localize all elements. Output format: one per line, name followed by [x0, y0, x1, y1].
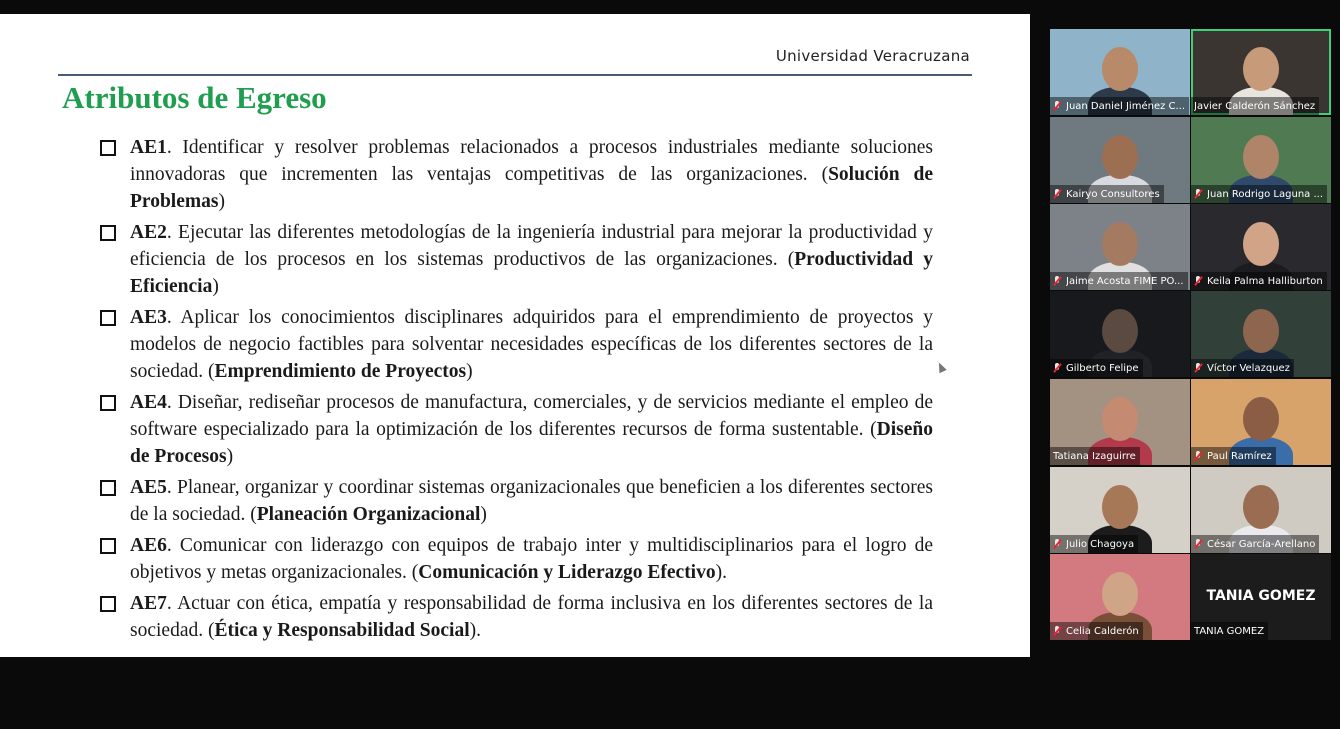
- participant-video-head: [1243, 47, 1279, 91]
- participant-name-label: [1050, 272, 1188, 290]
- attribute-end: ): [218, 191, 225, 212]
- muted-mic-icon: [1194, 451, 1202, 461]
- mouse-cursor-icon: [935, 361, 946, 373]
- participant-video-head: [1102, 485, 1138, 529]
- participant-video-head: [1102, 135, 1138, 179]
- participant-video-head: [1102, 572, 1138, 616]
- participant-name-label: [1191, 185, 1327, 203]
- attribute-item: [98, 532, 933, 586]
- attribute-end: ): [212, 276, 219, 297]
- attribute-category: Ética y Responsabilidad Social: [214, 620, 470, 641]
- attribute-code: AE6: [130, 535, 167, 556]
- participant-name-label: [1191, 622, 1268, 640]
- participant-video-head: [1243, 485, 1279, 529]
- attribute-end: ): [466, 361, 473, 382]
- participant-name: Kairyo Consultores: [1066, 188, 1160, 200]
- attribute-code: AE1: [130, 137, 167, 158]
- participant-name-label: [1050, 97, 1189, 115]
- attribute-item: [98, 304, 933, 385]
- attribute-item: [98, 389, 933, 470]
- participant-name: Paul Ramírez: [1207, 450, 1272, 462]
- muted-mic-icon: [1194, 276, 1202, 286]
- participant-name: Gilberto Felipe: [1066, 362, 1139, 374]
- attribute-list: [98, 134, 933, 648]
- muted-mic-icon: [1194, 363, 1202, 373]
- muted-mic-icon: [1053, 189, 1061, 199]
- participant-name: Jaime Acosta FIME PO...: [1066, 275, 1184, 287]
- attribute-code: AE2: [130, 222, 167, 243]
- attribute-end: ).: [469, 620, 482, 641]
- muted-mic-icon: [1194, 189, 1202, 199]
- muted-mic-icon: [1194, 539, 1202, 549]
- participant-name: Julio Chagoya: [1066, 538, 1135, 550]
- checkbox-bullet-icon: [100, 480, 116, 496]
- attribute-item: [98, 219, 933, 300]
- attribute-code: AE5: [130, 477, 167, 498]
- participant-name-label: [1050, 447, 1140, 465]
- participant-name-label: [1191, 535, 1319, 553]
- participant-tile[interactable]: [1050, 291, 1190, 377]
- attribute-end: ): [226, 446, 234, 467]
- attribute-end: ).: [715, 562, 727, 583]
- attribute-item: [98, 474, 933, 528]
- participant-tile[interactable]: [1191, 117, 1331, 203]
- participant-gallery: [1050, 29, 1333, 643]
- participant-tile[interactable]: [1050, 467, 1190, 553]
- participant-name: Celia Calderón: [1066, 625, 1139, 637]
- participant-tile[interactable]: [1191, 291, 1331, 377]
- attribute-text: . Actuar con ética, empatía y responsabilidad de forma inclusiva en los diferentes sectores de la sociedad. (: [130, 593, 933, 641]
- participant-tile[interactable]: [1191, 204, 1331, 290]
- attribute-code: AE4: [130, 392, 167, 413]
- attribute-code: AE3: [130, 307, 167, 328]
- participant-video-head: [1102, 309, 1138, 353]
- attribute-code: AE7: [130, 593, 167, 614]
- attribute-text: . Diseñar, rediseñar procesos de manufactura, comerciales, y de servicios mediante el empleo de software especializado para la optimización de los diferentes recursos de forma sustentable. (: [130, 392, 933, 440]
- participant-video-head: [1243, 135, 1279, 179]
- slide-title: Atributos de Egreso: [62, 80, 327, 115]
- attribute-category: Comunicación y Liderazgo Efectivo: [418, 562, 716, 583]
- participant-name: Juan Daniel Jiménez C...: [1066, 100, 1186, 112]
- muted-mic-icon: [1053, 363, 1061, 373]
- participant-tile[interactable]: [1050, 204, 1190, 290]
- participant-video-head: [1102, 222, 1138, 266]
- checkbox-bullet-icon: [100, 596, 116, 612]
- checkbox-bullet-icon: [100, 225, 116, 241]
- participant-name: César García-Arellano: [1207, 538, 1316, 550]
- participant-name: TANIA GOMEZ: [1194, 625, 1265, 637]
- attribute-text: . Ejecutar las diferentes metodologías de la ingeniería industrial para mejorar la productividad y eficiencia de los procesos en los sistemas productivos de las organizaciones. (: [130, 222, 933, 270]
- participant-tile[interactable]: [1050, 117, 1190, 203]
- participant-video-head: [1243, 222, 1279, 266]
- muted-mic-icon: [1053, 626, 1061, 636]
- attribute-text: . Aplicar los conocimientos disciplinares adquiridos para el emprendimiento de proyectos y modelos de negocio factibles para solventar necesidades específicas de los diferentes sectores de la sociedad. (: [130, 307, 933, 382]
- participant-name-label: [1191, 97, 1319, 115]
- participant-tile[interactable]: [1191, 29, 1331, 115]
- participant-tile[interactable]: [1191, 554, 1331, 640]
- checkbox-bullet-icon: [100, 538, 116, 554]
- participant-video-head: [1243, 397, 1279, 441]
- checkbox-bullet-icon: [100, 395, 116, 411]
- participant-name-label: [1191, 359, 1294, 377]
- attribute-text: . Planear, organizar y coordinar sistemas organizacionales que beneficien a los diferentes sectores de la sociedad. (: [130, 477, 933, 525]
- attribute-end: ): [480, 504, 487, 525]
- muted-mic-icon: [1053, 276, 1061, 286]
- attribute-category: Planeación Organizacional: [256, 504, 481, 525]
- participant-name-label: [1191, 447, 1276, 465]
- participant-name-label: [1050, 535, 1138, 553]
- participant-name-label: [1050, 359, 1143, 377]
- participant-name-label: [1050, 185, 1164, 203]
- attribute-category: Diseño de Procesos: [130, 419, 933, 467]
- attribute-category: Emprendimiento de Proyectos: [214, 361, 467, 382]
- muted-mic-icon: [1053, 539, 1061, 549]
- participant-name: Keila Palma Halliburton: [1207, 275, 1323, 287]
- attribute-text: . Comunicar con liderazgo con equipos de trabajo inter y multidisciplinarios para el logro de objetivos y metas organizacionales. (: [130, 535, 933, 583]
- attribute-category: Productividad y Eficiencia: [130, 249, 934, 297]
- title-divider: [58, 74, 972, 76]
- participant-tile[interactable]: [1050, 554, 1190, 640]
- attribute-item: [98, 590, 933, 644]
- muted-mic-icon: [1053, 101, 1061, 111]
- attribute-item: [98, 134, 933, 215]
- attribute-category: Solución de Problemas: [130, 164, 933, 212]
- checkbox-bullet-icon: [100, 140, 116, 156]
- participant-name: Tatiana Izaguirre: [1053, 450, 1136, 462]
- participant-video-head: [1102, 397, 1138, 441]
- participant-name-large: TANIA GOMEZ: [1206, 588, 1316, 604]
- presentation-slide: [0, 14, 1030, 657]
- participant-tile[interactable]: [1191, 379, 1331, 465]
- participant-video-head: [1243, 309, 1279, 353]
- checkbox-bullet-icon: [100, 310, 116, 326]
- participant-name: Javier Calderón Sánchez: [1194, 100, 1316, 112]
- participant-name: Víctor Velazquez: [1207, 362, 1290, 374]
- participant-tile[interactable]: [1191, 467, 1331, 553]
- participant-name-label: [1191, 272, 1327, 290]
- university-name: Universidad Veracruzana: [775, 47, 970, 65]
- participant-video-head: [1102, 47, 1138, 91]
- participant-name-label: [1050, 622, 1143, 640]
- participant-name: Juan Rodrigo Laguna ...: [1207, 188, 1323, 200]
- participant-tile[interactable]: [1050, 29, 1190, 115]
- attribute-text: . Identificar y resolver problemas relacionados a procesos industriales mediante soluciones innovadoras que incrementen las ventajas competitivas de las organizaciones. (: [130, 137, 933, 185]
- participant-tile[interactable]: [1050, 379, 1190, 465]
